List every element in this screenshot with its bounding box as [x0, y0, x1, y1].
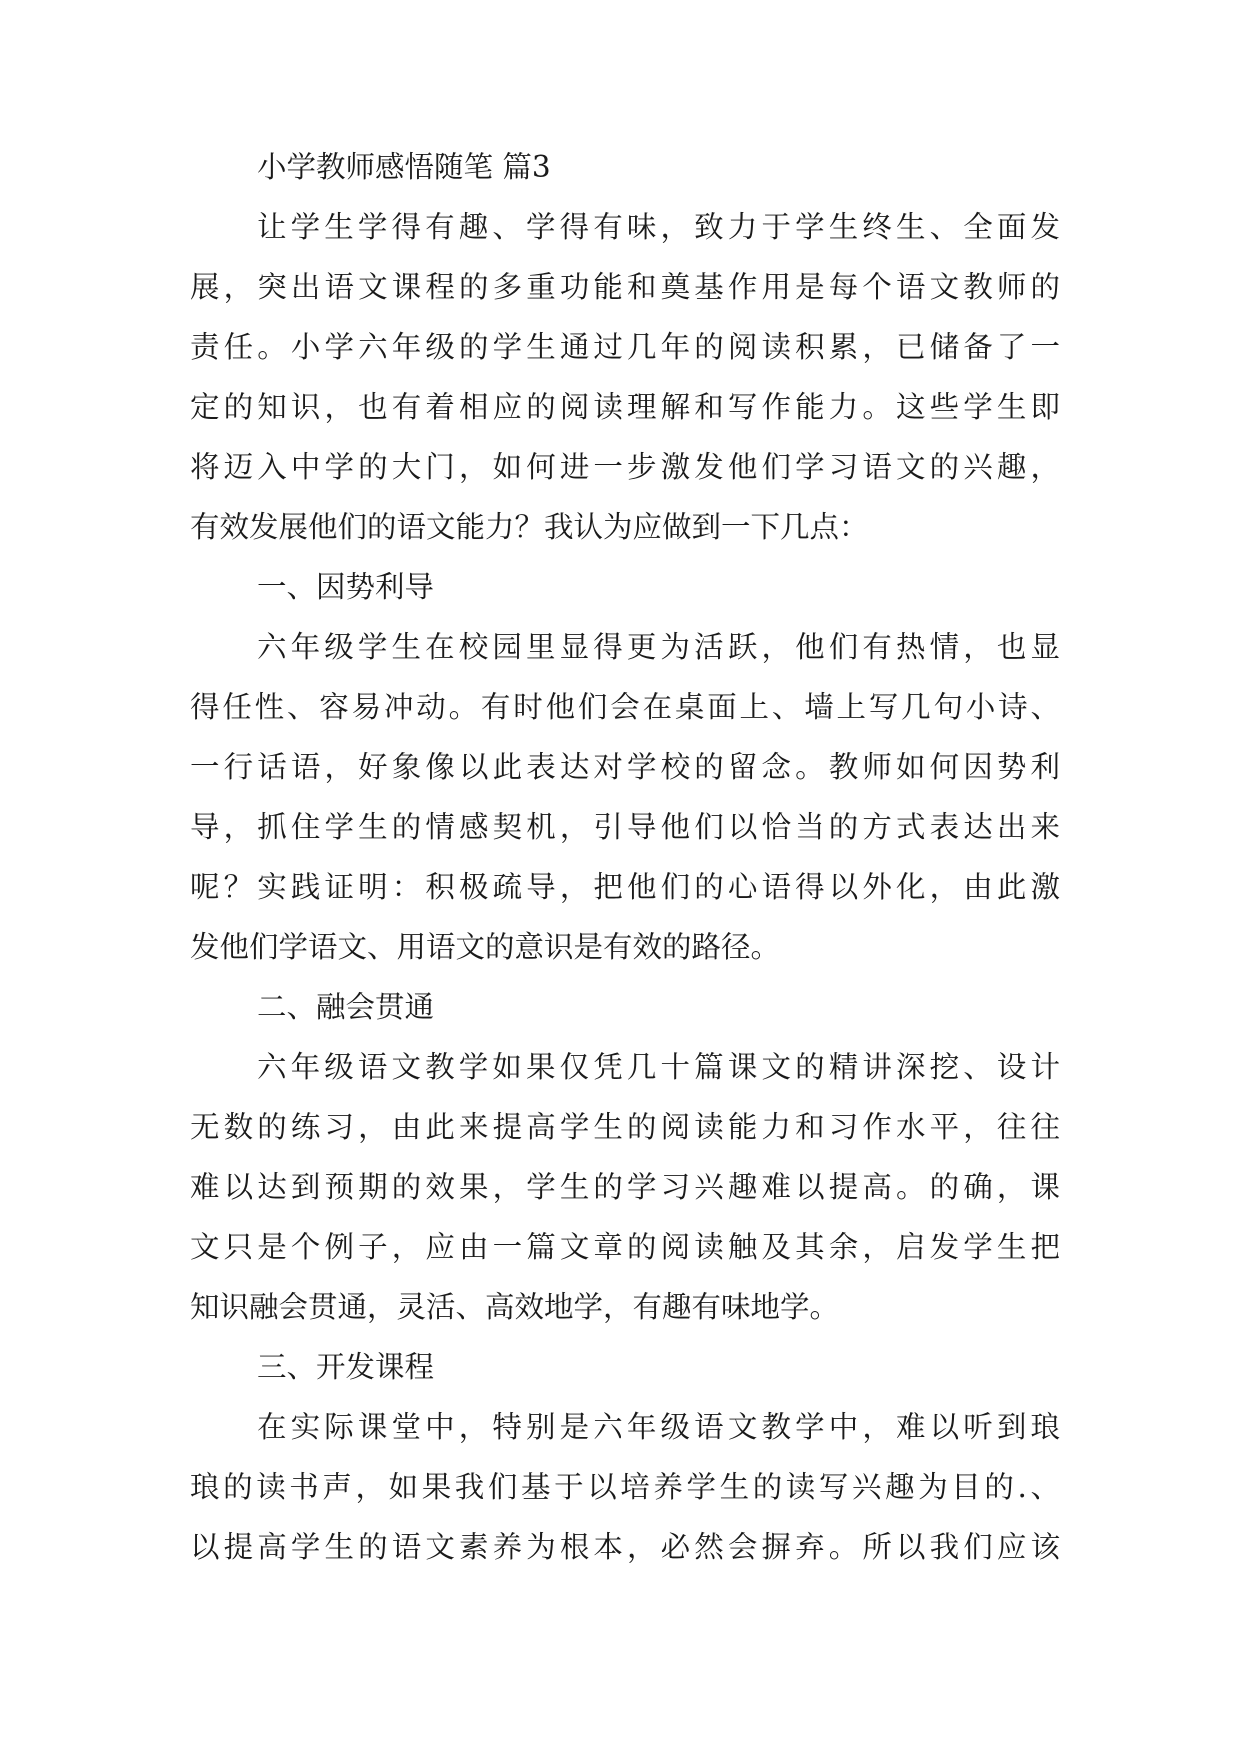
text-line: 六年级语文教学如果仅凭几十篇课文的精讲深挖、设计 [257, 1050, 1060, 1084]
section-heading: 三、开发课程 [257, 1350, 435, 1384]
text-line: 得任性、容易冲动。有时他们会在桌面上、墙上写几句小诗、 [190, 690, 1060, 724]
text-line: 知识融会贯通，灵活、高效地学，有趣有味地学。 [190, 1290, 840, 1324]
text-line: 责任。小学六年级的学生通过几年的阅读积累，已储备了一 [190, 330, 1060, 364]
text-line: 有效发展他们的语文能力？我认为应做到一下几点： [190, 510, 869, 544]
text-line: 让学生学得有趣、学得有味，致力于学生终生、全面发 [257, 210, 1060, 244]
text-line: 定的知识，也有着相应的阅读理解和写作能力。这些学生即 [190, 390, 1060, 424]
text-line: 呢？实践证明：积极疏导，把他们的心语得以外化，由此激 [190, 870, 1060, 904]
text-line: 导，抓住学生的情感契机，引导他们以恰当的方式表达出来 [190, 810, 1060, 844]
text-line: 发他们学语文、用语文的意识是有效的路径。 [190, 930, 781, 964]
text-line: 难以达到预期的效果，学生的学习兴趣难以提高。的确，课 [190, 1170, 1060, 1204]
text-line: 无数的练习，由此来提高学生的阅读能力和习作水平，往往 [190, 1110, 1060, 1144]
text-line: 文只是个例子，应由一篇文章的阅读触及其余，启发学生把 [190, 1230, 1060, 1264]
text-line: 以提高学生的语文素养为根本，必然会摒弃。所以我们应该 [190, 1530, 1060, 1564]
text-line: 六年级学生在校园里显得更为活跃，他们有热情，也显 [257, 630, 1060, 664]
text-line: 在实际课堂中，特别是六年级语文教学中，难以听到琅 [257, 1410, 1060, 1444]
text-line: 一行话语，好象像以此表达对学校的留念。教师如何因势利 [190, 750, 1060, 784]
text-line: 琅的读书声，如果我们基于以培养学生的读写兴趣为目的.、 [190, 1470, 1060, 1504]
section-heading: 一、因势利导 [257, 570, 435, 604]
text-line: 展，突出语文课程的多重功能和奠基作用是每个语文教师的 [190, 270, 1060, 304]
section-heading: 二、融会贯通 [257, 990, 435, 1024]
text-line: 小学教师感悟随笔 篇3 [257, 150, 551, 184]
text-line: 将迈入中学的大门，如何进一步激发他们学习语文的兴趣， [190, 450, 1060, 484]
